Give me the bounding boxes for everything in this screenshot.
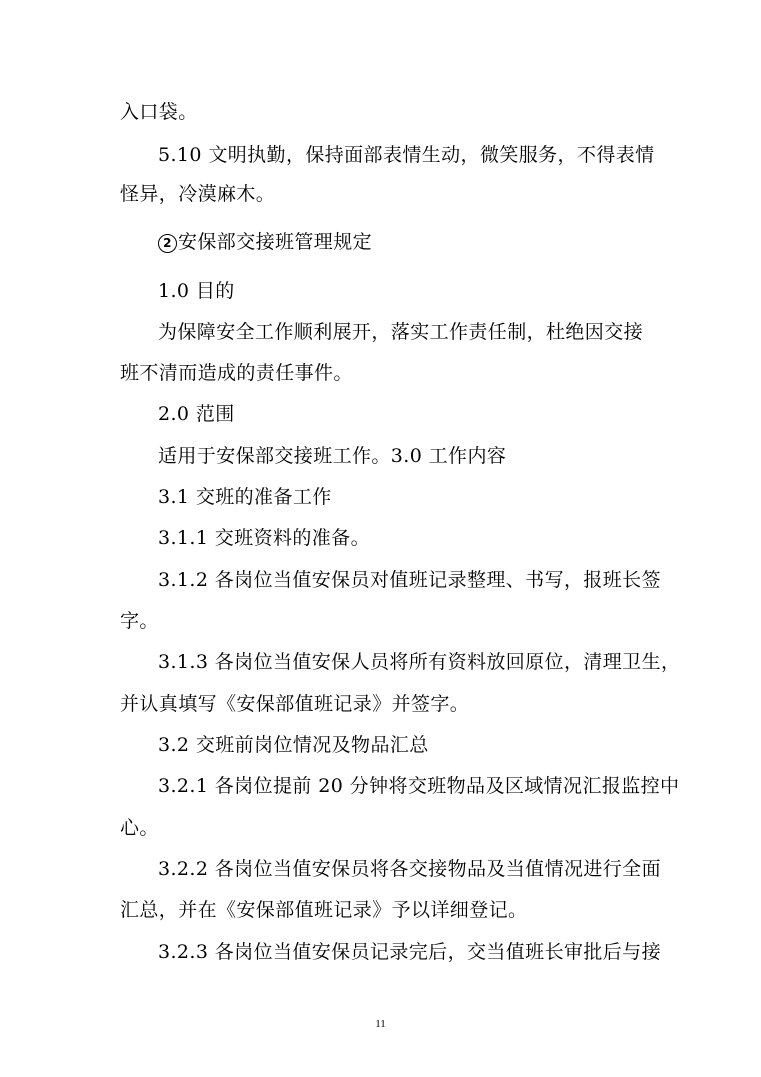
text-line: 3.1.1 交班资料的准备。 (158, 527, 370, 549)
text-line: 3.1.2 各岗位当值安保员对值班记录整理、书写，报班长签 (158, 569, 661, 591)
section-heading (158, 230, 372, 254)
text-line: 3.1.3 各岗位当值安保人员将所有资料放回原位，清理卫生， (158, 651, 681, 673)
text-line: 3.2 交班前岗位情况及物品汇总 (158, 734, 429, 756)
text-line: 入口袋。 (120, 101, 198, 123)
text-line: 3.1 交班的准备工作 (158, 486, 332, 508)
text-line: 2.0 范围 (158, 403, 235, 425)
text-line: 1.0 目的 (158, 280, 235, 302)
text-line: 字。 (120, 610, 159, 632)
text-line: 汇总，并在《安保部值班记录》予以详细登记。 (120, 899, 528, 921)
text-line: 并认真填写《安保部值班记录》并签字。 (120, 693, 470, 715)
page-number: 11 (375, 1018, 386, 1030)
text-line: 3.2.3 各岗位当值安保员记录完后，交当值班长审批后与接 (158, 941, 661, 963)
text-line: 心。 (120, 817, 159, 839)
text-line: 3.2.2 各岗位当值安保员将各交接物品及当值情况进行全面 (158, 858, 661, 880)
section-heading-text: 安保部交接班管理规定 (178, 231, 373, 253)
text-line: 为保障安全工作顺利展开，落实工作责任制，杜绝因交接 (158, 321, 644, 343)
text-line: 怪异，冷漠麻木。 (120, 183, 276, 205)
text-line: 适用于安保部交接班工作。3.0 工作内容 (158, 445, 507, 467)
text-line: 3.2.1 各岗位提前 20 分钟将交班物品及区域情况汇报监控中 (158, 775, 680, 797)
text-line: 班不清而造成的责任事件。 (120, 362, 353, 384)
text-line: 5.10 文明执勤，保持面部表情生动，微笑服务，不得表情 (158, 144, 655, 166)
circled-number-icon: 2 (158, 234, 177, 253)
